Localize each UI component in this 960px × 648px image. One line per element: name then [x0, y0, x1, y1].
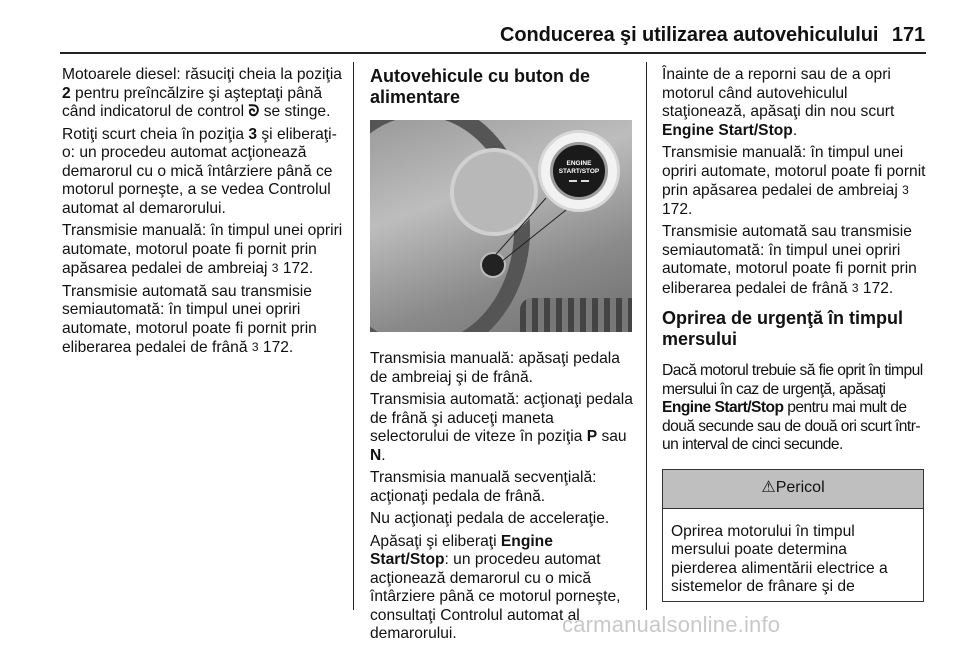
section-heading: Oprirea de urgenţă în timpul mersului — [662, 308, 904, 349]
preheating-coil-icon: ᘐ — [248, 103, 260, 120]
danger-notice-body: Oprirea motorului în timpul mersului poate determina pierderea alimentării electrice a sistemelor de frânare şi de — [671, 522, 888, 595]
watermark-footer: carmanualsonline.info — [562, 612, 781, 637]
reference-arrow-icon: 3 — [271, 261, 279, 275]
column-1 — [62, 66, 348, 362]
paragraph: Dacă motorul trebuie să fie oprit în timpul mersului în caz de urgenţă, apăsaţi Engine Start/Stop pentru mai mult de două secunde sau de două ori scurt într-un interval de cinci secunde. — [662, 362, 923, 453]
section-heading: Autovehicule cu buton de alimentare — [370, 66, 591, 107]
danger-notice-title: Pericol — [775, 479, 825, 497]
paragraph: Transmisia manuală secvenţială: acţionaţi pedala de frână. — [370, 469, 597, 505]
chapter-title: Conducerea şi utilizarea autovehiculului — [500, 24, 879, 46]
page-reference[interactable]: 172. — [862, 279, 894, 297]
column-divider — [353, 62, 354, 610]
page-header — [500, 24, 925, 50]
paragraph: Rotiţi scurt cheia în poziţia 3 şi eliberaţi-o: un procedeu automat acţionează demarorul cu o mică întârziere până ce motorul porneşte, a se vedea Controlul automat al demarorului. — [62, 125, 337, 217]
paragraph: Transmisie automată sau transmisie semiautomată: în timpul unei opriri automate, motorul poate fi pornit prin eliberarea pedalei de frână 3 172. — [62, 282, 317, 356]
header-rule — [60, 52, 926, 54]
engine-start-stop-figure — [370, 120, 632, 332]
paragraph: Apăsaţi şi eliberaţi Engine Start/Stop: un procedeu automat acţionează demarorul cu o mică întârziere până ce motorul porneşte, consultaţi Controlul automat al demarorului. — [370, 532, 621, 642]
paragraph: Transmisia automată: acţionaţi pedala de frână şi aduceţi maneta selectorului de viteze în poziţia P sau N. — [370, 391, 633, 464]
page-reference[interactable]: 172. — [662, 200, 693, 218]
engine-start-stop-button-illustration: ENGINE START/STOP — [550, 142, 608, 200]
reference-arrow-icon: 3 — [902, 183, 909, 197]
danger-notice-header — [663, 470, 923, 509]
page-number: 171 — [891, 24, 925, 46]
callout-magnifier — [538, 130, 620, 212]
paragraph: Motoarele diesel: răsuciţi cheia la poziţia 2 pentru preîncălzire şi aşteptaţi până când indicatorul de control ᘐ se stinge. — [62, 66, 342, 120]
column-2 — [370, 66, 635, 648]
paragraph: Transmisie manuală: în timpul unei opriri automate, motorul poate fi pornit prin apăsarea pedalei de ambreiaj 3 172. — [62, 222, 343, 277]
reference-arrow-icon: 3 — [251, 340, 259, 354]
paragraph: Nu acţionaţi pedala de acceleraţie. — [370, 510, 610, 527]
paragraph: Transmisia manuală: apăsaţi pedala de ambreiaj şi de frână. — [370, 350, 620, 386]
warning-triangle-icon: ⚠ — [761, 479, 776, 497]
page-reference[interactable]: 172. — [262, 339, 294, 356]
page-reference[interactable]: 172. — [282, 260, 314, 277]
danger-notice-box — [662, 469, 924, 602]
column-divider — [646, 62, 647, 610]
paragraph: Înainte de a reporni sau de a opri motorul când autovehiculul staţionează, apăsaţi din nou scurt Engine Start/Stop. — [662, 66, 895, 139]
reference-arrow-icon: 3 — [851, 280, 859, 295]
column-3 — [662, 66, 926, 602]
paragraph: Transmisie manuală: în timpul unei opriri automate, motorul poate fi pornit prin apăsarea pedalei de ambreiaj 3 172. — [662, 144, 926, 218]
paragraph: Transmisie automată sau transmisie semiautomată: în timpul unei opriri automate, motorul poate fi pornit prin eliberarea pedalei de frână 3 172. — [662, 223, 917, 297]
